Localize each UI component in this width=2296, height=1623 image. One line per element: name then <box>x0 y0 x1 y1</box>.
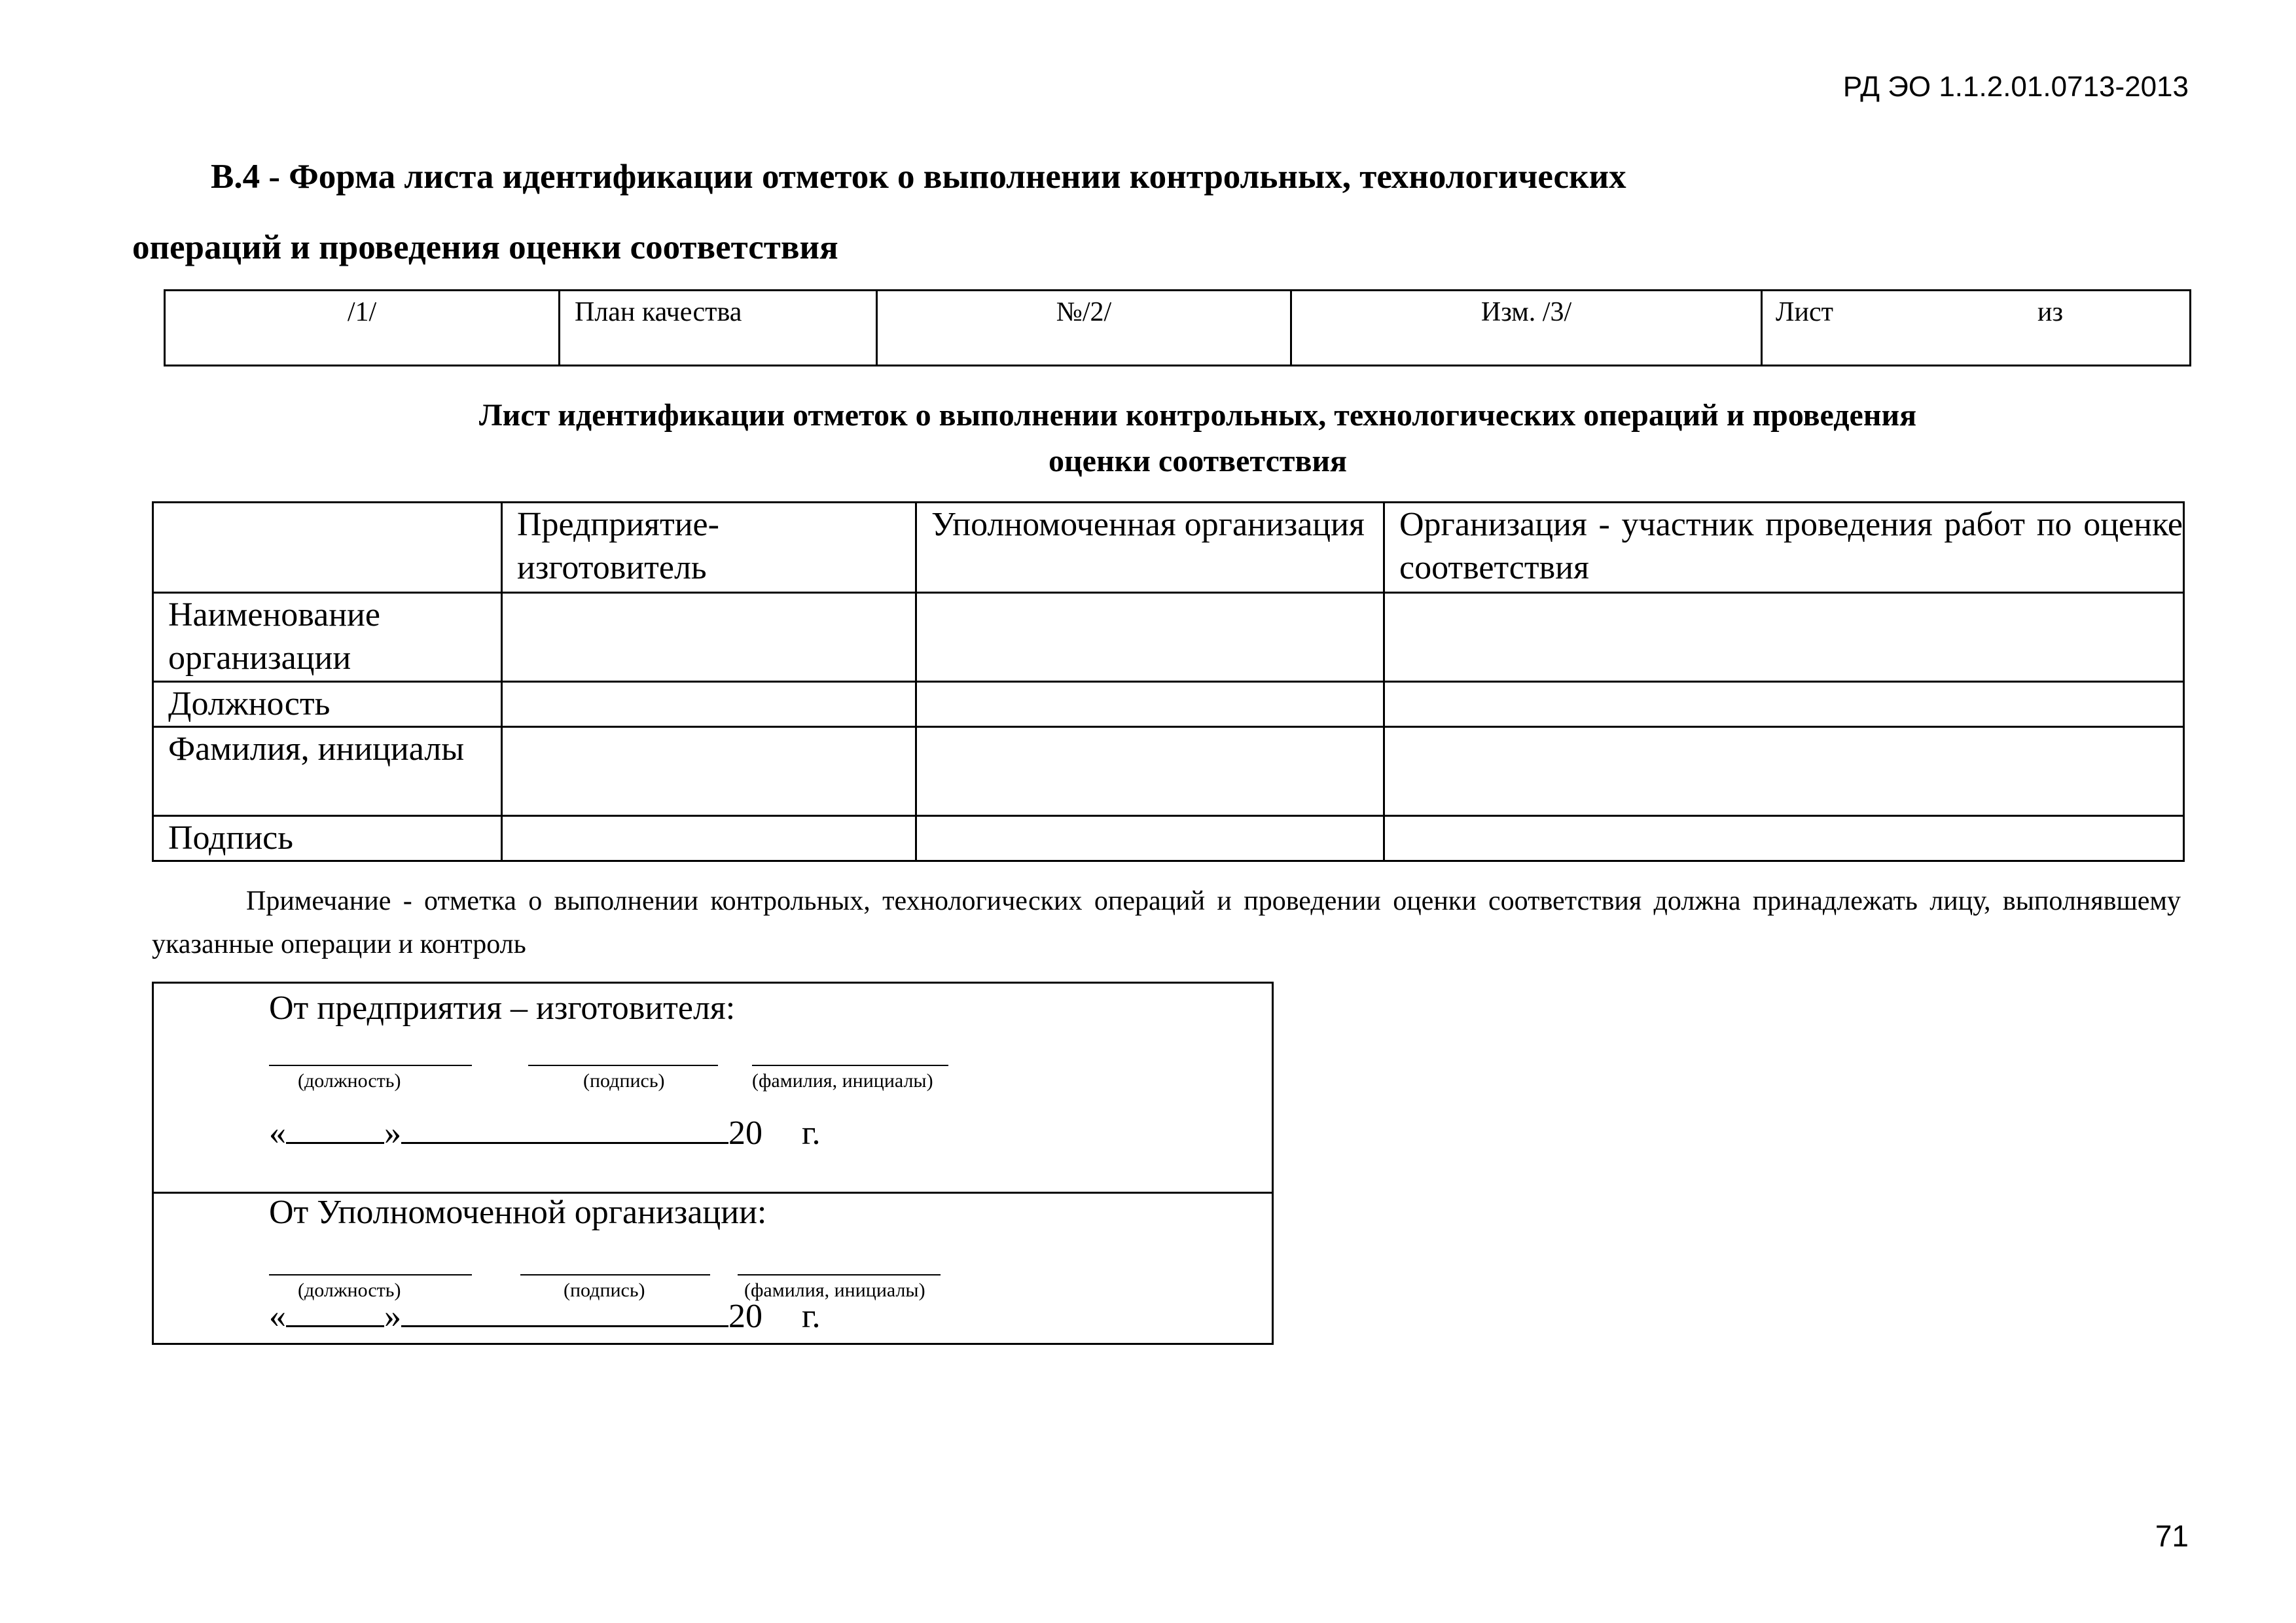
date-line: « » 20 г. <box>269 1115 821 1152</box>
position-line <box>269 1274 472 1275</box>
caption-signature: (подпись) <box>564 1279 645 1301</box>
name-line <box>738 1274 941 1275</box>
row-label-position: Должность <box>153 682 502 727</box>
form-header-cell-1: /1/ <box>165 291 560 366</box>
table-header-authorized-org: Уполномоченная организация <box>916 503 1384 593</box>
page-number: 71 <box>2155 1519 2189 1553</box>
caption-position: (должность) <box>298 1279 401 1301</box>
row-label-signature: Подпись <box>153 816 502 861</box>
table-cell <box>916 593 1384 682</box>
identification-table <box>152 501 2185 862</box>
table-cell <box>1384 816 2184 861</box>
table-cell <box>502 682 916 727</box>
section-title-line1: В.4 - Форма листа идентификации отметок о выполнении контрольных, технологических <box>211 158 1626 196</box>
caption-name: (фамилия, инициалы) <box>744 1279 925 1301</box>
table-cell <box>1384 593 2184 682</box>
caption-name: (фамилия, инициалы) <box>752 1070 933 1092</box>
table-header-manufacturer: Предприятие- изготовитель <box>502 503 916 593</box>
table-cell <box>916 682 1384 727</box>
signature-section-title: От Уполномоченной организации: <box>269 1194 767 1231</box>
signature-section-manufacturer <box>154 984 1272 1194</box>
table-header-participant-org: Организация - участник проведения работ по оценке соответствия <box>1384 503 2184 593</box>
name-line <box>752 1065 948 1066</box>
table-cell <box>1384 727 2184 816</box>
table-row <box>153 682 2184 727</box>
table-cell <box>502 593 916 682</box>
caption-signature: (подпись) <box>583 1070 665 1092</box>
signature-section-authorized <box>154 1192 1272 1345</box>
table-note: Примечание - отметка о выполнении контрольных, технологических операций и проведении оценки соответствия должна принадлежать лицу, выполнявшему указанные операции и контроль <box>152 886 2181 959</box>
signature-section-title: От предприятия – изготовителя: <box>269 990 736 1027</box>
form-header-sheet-of: из <box>2037 297 2064 327</box>
row-label-full-name: Фамилия, инициалы <box>153 727 502 816</box>
form-header-table <box>164 289 2191 366</box>
table-row <box>153 816 2184 861</box>
sheet-title: Лист идентификации отметок о выполнении контрольных, технологических операций и проведения оценки соответствия <box>478 398 1917 478</box>
form-header-cell-number: №/2/ <box>877 291 1291 366</box>
form-header-cell-plan: План качества <box>560 291 877 366</box>
table-header-empty <box>153 503 502 593</box>
table-cell <box>502 727 916 816</box>
caption-position: (должность) <box>298 1070 401 1092</box>
table-cell <box>916 816 1384 861</box>
position-line <box>269 1065 472 1066</box>
signature-block <box>152 982 1274 1345</box>
table-cell <box>502 816 916 861</box>
table-cell <box>1384 682 2184 727</box>
date-line: « » 20 г. <box>269 1298 821 1335</box>
document-code: РД ЭО 1.1.2.01.0713-2013 <box>1842 71 2189 103</box>
form-header-cell-sheet: Лист из <box>1762 291 2191 366</box>
row-label-org-name: Наименование организации <box>153 593 502 682</box>
section-title-line2: операций и проведения оценки соответствия <box>132 228 838 266</box>
table-header-row <box>153 503 2184 593</box>
table-cell <box>916 727 1384 816</box>
table-row <box>153 727 2184 816</box>
table-row <box>153 593 2184 682</box>
signature-line <box>528 1065 718 1066</box>
signature-line <box>520 1274 710 1275</box>
form-header-cell-revision: Изм. /3/ <box>1291 291 1762 366</box>
